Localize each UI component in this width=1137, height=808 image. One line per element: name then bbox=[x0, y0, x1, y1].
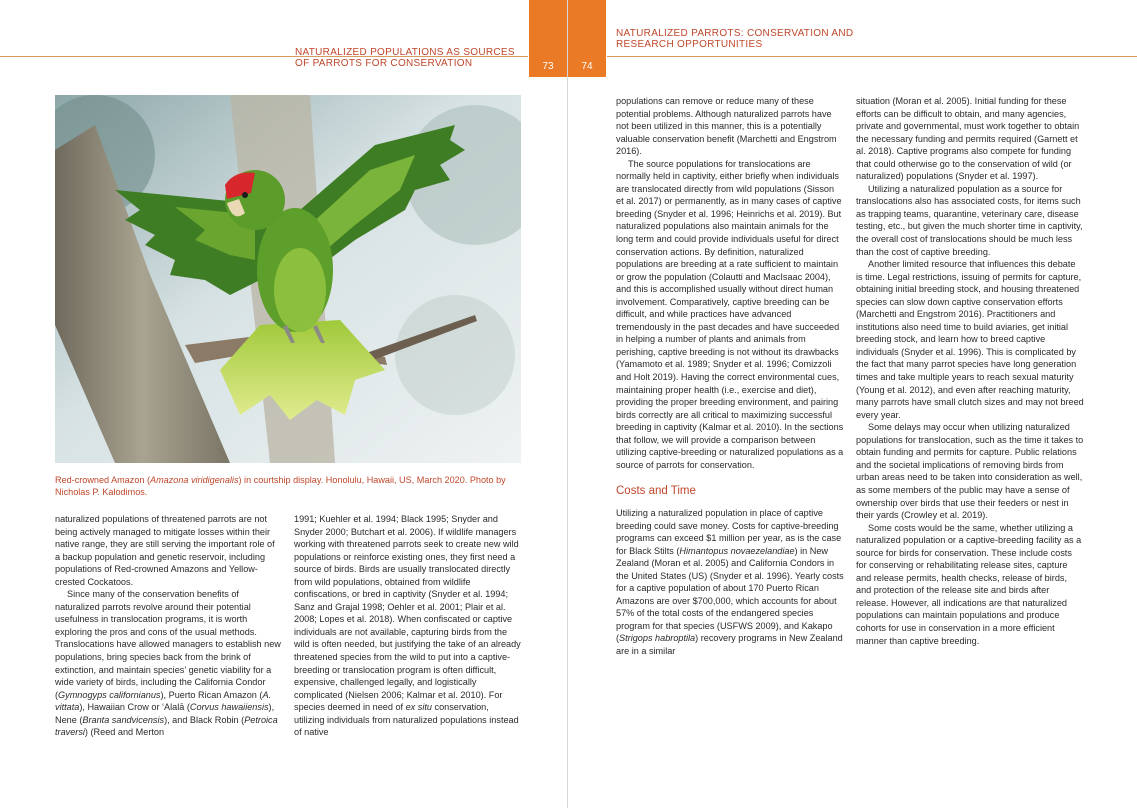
paragraph: Some costs would be the same, whether utilizing a naturalized population or a captive-breeding facility as a source for birds for conservation. These include costs for conserving or rehabilitating release sites, capture and release permits, health checks, release of birds, and protection of the release site and birds after release. However, all indications are that naturalized populations can maintain populations and produce cohorts for use in conservation in a more efficient manner than captive breeding. bbox=[856, 522, 1082, 646]
page-number-left: 73 bbox=[542, 61, 554, 72]
paragraph: Utilizing a naturalized population as a source for translocations also has associated costs, for items such as trapping teams, quarantine, veterinary care, disease testing, etc., but given the much shorter time in captivity, the overall cost of translocations should be much less than the cost of captive breeding. bbox=[856, 183, 1083, 257]
running-head-right: NATURALIZED PARROTS: CONSERVATION AND RESEARCH OPPORTUNITIES bbox=[616, 28, 854, 50]
page-gutter bbox=[567, 0, 568, 808]
page-number-tab-left bbox=[529, 0, 567, 77]
paragraph: Some delays may occur when utilizing naturalized populations for translocation, such as the time it takes to obtain funding and permits for capture. Public relations and the societal implications of removing birds from urban areas need to be taken into consideration as well, as some members of the public may have a sense of ownership over birds that use their feeders or nest in their yards (Crowley et al. 2019). bbox=[856, 422, 1084, 521]
paragraph: situation (Moran et al. 2005). Initial funding for these efforts can be difficult to obtain, and many agencies, private and governmental, must work together to obtain the necessary funding and permits required (Garnett et al. 2018). Captive programs also compete for funding that could otherwise go to the conservation of wild (or naturalized) populations (Snyder et al. 1997). bbox=[856, 96, 1080, 182]
paragraph: naturalized populations of threatened parrots are not being actively managed to mitigate losses within their native range, they are still serving the important role of a backup population and genetic reservoir, including populations of Red-crowned Amazons and Yellow-crested Cockatoos. bbox=[55, 514, 275, 587]
section-heading: Costs and Time bbox=[616, 485, 696, 498]
left-page-column-2 bbox=[294, 513, 521, 739]
header-rule-right bbox=[607, 56, 1137, 57]
paragraph: populations can remove or reduce many of these potential problems. Although naturalized parrots have not been utilized in this manner, this is a potentially valuable conservation benefit (Marchetti and Engstrom 2016). bbox=[616, 96, 837, 157]
left-page-column-1 bbox=[55, 513, 281, 739]
paragraph: Since many of the conservation benefits of naturalized parrots revolve around their potential usefulness in translocation programs, it is worth exploring the pros and cons of the usual methods. Translocations have allowed managers to establish new populations, bring species back from the brink of extinction, and maintain species’ genetic viability for a wide variety of birds, including the California Condor (Gymnogyps californianus), Puerto Rican Amazon (A. vittata), Hawaiian Crow or ‘Alalā (Corvus hawaiiensis), Nene (Branta sandvicensis), and Black Robin (Petroica traversi) (Reed and Merton bbox=[55, 589, 281, 738]
page-number-tab-right bbox=[568, 0, 606, 77]
right-page-column-2 bbox=[856, 95, 1084, 647]
running-head-left: NATURALIZED POPULATIONS AS SOURCES OF PARROTS FOR CONSERVATION bbox=[295, 47, 515, 69]
page-number-right: 74 bbox=[581, 61, 593, 72]
paragraph: Another limited resource that influences this debate is time. Legal restrictions, issuing of permits for capture, obtaining initial breeding stock, and housing threatened species can slow down captive conservation efforts (Marchetti and Engstrom 2016). Practitioners and institutions also need time to build aviaries, get initial breeding stock, and learn how to breed captive individuals (Snyder et al. 1996). This is complicated by the fact that many parrot species have long generation times and take multiple years to reach sexual maturity (Young et al. 2012), and even after reaching maturity, many parrots have small clutch sizes and may not breed every year. bbox=[856, 259, 1084, 420]
photo-caption: Red-crowned Amazon (Amazona viridigenalis) in courtship display. Honolulu, Hawaii, US, March 2020. Photo by Nicholas P. Kalodimos. bbox=[55, 475, 506, 497]
paragraph: 1991; Kuehler et al. 1994; Black 1995; Snyder and Snyder 2000; Butchart et al. 2006). If wildlife managers working with threatened parrots seek to create new wild populations or reinforce existing ones, they first need a source of birds. Birds are usually translocated directly from wild populations, obtained from wildlife confiscations, or bred in captivity (Snyder et al. 1994; Sanz and Grajal 1998; Oehler et al. 2001; Plair et al. 2008; Lopes et al. 2018). When confiscated or captive individuals are not available, capturing birds from the wild is often needed, but justifying the take of an already threatened species from the wild to put into a captive-breeding or translocation program is often difficult, expensive, challenged legally, and logistically complicated (Nielsen 2006; Kalmar et al. 2010). For species deemed in need of ex situ conservation, utilizing individuals from naturalized populations instead of native bbox=[294, 514, 521, 738]
parrot-photo bbox=[55, 95, 521, 463]
paragraph: The source populations for translocations are normally held in captivity, either briefly when individuals are translocated directly from wild populations (Sisson et al. 2017) or permanently, as in many cases of captive breeding (Snyder et al. 1996; Heinrichs et al. 2019). But naturalized populations also maintain animals for the long term and could provide individuals useful for direct conservation actions. By definition, naturalized populations are breeding at a rate sufficient to maintain or grow the population (Colautti and MacIsaac 2004), and this is accomplished usually without direct human involvement. Comparatively, captive breeding can be difficult, and while practices have advanced tremendously in the past decades and have succeeded in helping a number of plants and animals from perishing, captive breeding is not without its drawbacks (Yamamoto et al. 1989; Snyder et al. 1996; Comizzoli and Holt 2019). Having the correct environmental cues, maintaining proper health (i.e., exercise and diet), providing the proper breeding environment, and pairing birds correctly are all critical to maximizing successful breeding in captivity (Kalmar et al. 2010). In the sections that follow, we will provide a comparison between utilizing captive-breeding or naturalized populations as a source of parrots for conservation. bbox=[616, 158, 844, 470]
right-page-column-1 bbox=[616, 95, 844, 658]
paragraph: Utilizing a naturalized population in place of captive breeding could save money. Costs for captive-breeding programs can exceed $1 million per year, as is the case for Black Stilts (Himantopus novaezelandiae) in New Zealand (Moran et al. 2005) and California Condors in the United States (US) (Snyder et al. 1996). Yearly costs for a captive population of about 170 Puerto Rican Amazons are over $700,000, which accounts for about 57% of the total costs of the endangered species program for that species (USFWS 2009), and Kakapo (Strigops habroptila) recovery programs in New Zealand are in a similar bbox=[616, 507, 844, 656]
